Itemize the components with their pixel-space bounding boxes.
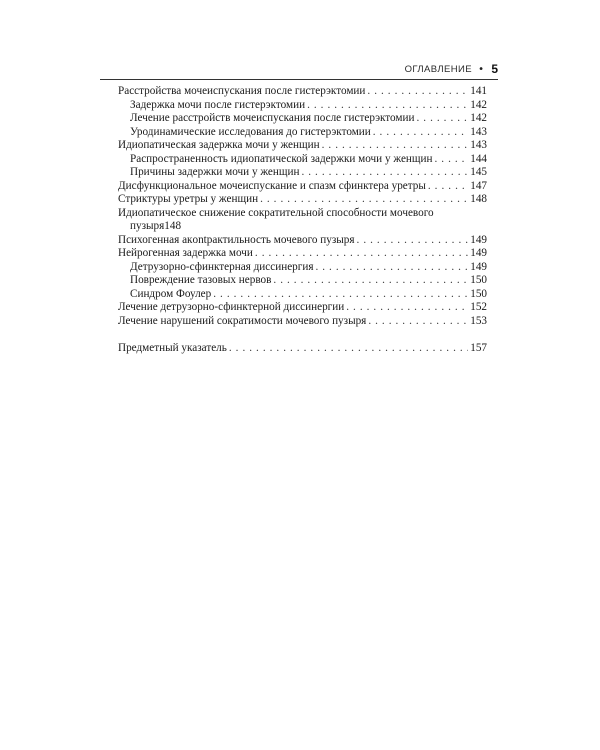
toc-entry-title: Расстройства мочеиспускания после гистерэктомии xyxy=(118,85,366,97)
toc-entry-page: 148 xyxy=(164,220,182,232)
toc-entry-page: 143 xyxy=(470,139,487,151)
toc-entry-title: Распространенность идиопатической задержки мочи у женщин xyxy=(130,152,433,165)
toc-entry[interactable] xyxy=(118,180,487,194)
toc-entry-page: 150 xyxy=(470,287,487,300)
toc-leader-dots xyxy=(434,153,468,167)
toc-entry-title: Уродинамические исследования до гистерэктомии xyxy=(130,125,371,138)
toc-leader-dots xyxy=(322,139,469,153)
header-rule xyxy=(100,79,498,80)
toc-entry[interactable] xyxy=(118,126,487,140)
toc-entry-title: Стриктуры уретры у женщин xyxy=(118,193,259,205)
toc-entry[interactable] xyxy=(118,139,487,153)
toc-entry-wrapped[interactable] xyxy=(118,207,487,234)
toc-entry[interactable] xyxy=(118,247,487,261)
table-of-contents xyxy=(118,85,487,356)
toc-leader-dots xyxy=(428,180,468,194)
toc-entry-page: 149 xyxy=(470,260,487,273)
toc-entry-page: 148 xyxy=(470,193,487,205)
toc-entry-page: 145 xyxy=(470,166,487,178)
toc-leader-dots xyxy=(373,126,468,140)
toc-entry-title-line1: Идиопатическое снижение сократительной способности мочевого xyxy=(118,206,434,219)
toc-entry-page: 157 xyxy=(470,342,487,354)
toc-leader-dots xyxy=(416,112,468,126)
toc-entry-title-line2: пузыря xyxy=(130,220,165,232)
toc-entry-title: Предметный указатель xyxy=(118,342,227,354)
running-header-page-number: 5 xyxy=(491,62,498,76)
toc-entry-page: 152 xyxy=(470,301,487,313)
running-header-bullet: • xyxy=(478,64,484,75)
toc-leader-dots xyxy=(368,315,468,329)
toc-leader-dots xyxy=(357,234,469,248)
toc-entry-page: 153 xyxy=(470,314,487,327)
toc-leader-dots xyxy=(315,261,468,275)
toc-entry-title: Идиопатическая задержка мочи у женщин xyxy=(118,139,320,151)
toc-entry-title: Повреждение тазовых нервов xyxy=(130,274,272,286)
toc-entry-page: 150 xyxy=(470,274,487,286)
toc-entry-page: 147 xyxy=(470,179,487,192)
running-header xyxy=(100,63,498,79)
toc-entry-title: Нейрогенная задержка мочи xyxy=(118,247,253,259)
toc-entry-title: Лечение детрузорно-сфинктерной диссинергии xyxy=(118,301,345,313)
toc-entry[interactable] xyxy=(118,288,487,302)
toc-leader-dots xyxy=(273,274,468,288)
toc-spacer xyxy=(118,328,487,342)
toc-entry-title: Психогенная акontрактильность мочевого пузыря xyxy=(118,233,355,246)
toc-entry-title: Задержка мочи после гистерэктомии xyxy=(130,98,306,111)
toc-entry-title: Детрузорно-сфинктерная диссинергия xyxy=(130,260,314,273)
toc-entry[interactable] xyxy=(118,112,487,126)
toc-entry[interactable] xyxy=(118,153,487,167)
toc-entry-title: Причины задержки мочи у женщин xyxy=(130,166,300,178)
toc-entry-page: 144 xyxy=(470,152,487,165)
toc-entry[interactable] xyxy=(118,315,487,329)
toc-entry[interactable] xyxy=(118,99,487,113)
toc-leader-dots xyxy=(301,166,468,180)
toc-entry-page: 149 xyxy=(470,233,487,246)
toc-leader-dots xyxy=(213,288,468,302)
toc-entry[interactable] xyxy=(118,301,487,315)
toc-entry-title: Дисфункциональное мочеиспускание и спазм сфинктера уретры xyxy=(118,179,426,192)
toc-entry[interactable] xyxy=(118,274,487,288)
toc-entry-page: 143 xyxy=(470,125,487,138)
toc-entry-index[interactable] xyxy=(118,342,487,356)
toc-entry-page: 142 xyxy=(470,98,487,111)
toc-entry-title: Лечение расстройств мочеиспускания после гистерэктомии xyxy=(130,112,415,124)
toc-entry-page: 149 xyxy=(470,247,487,259)
toc-leader-dots xyxy=(260,193,468,207)
toc-entry[interactable] xyxy=(118,166,487,180)
toc-entry[interactable] xyxy=(118,193,487,207)
toc-entry-title: Синдром Фоулер xyxy=(130,287,212,300)
toc-entry[interactable] xyxy=(118,261,487,275)
toc-leader-dots xyxy=(229,342,468,356)
toc-leader-dots xyxy=(367,85,468,99)
toc-entry[interactable] xyxy=(118,234,487,248)
toc-leader-dots xyxy=(255,247,468,261)
toc-leader-dots xyxy=(307,99,468,113)
toc-entry-page: 142 xyxy=(470,112,487,124)
running-header-title: ОГЛАВЛЕНИЕ xyxy=(404,64,472,75)
toc-entry-page: 141 xyxy=(470,85,487,97)
toc-entry-title: Лечение нарушений сократимости мочевого пузыря xyxy=(118,314,367,327)
toc-leader-dots xyxy=(346,301,468,315)
toc-entry[interactable] xyxy=(118,85,487,99)
